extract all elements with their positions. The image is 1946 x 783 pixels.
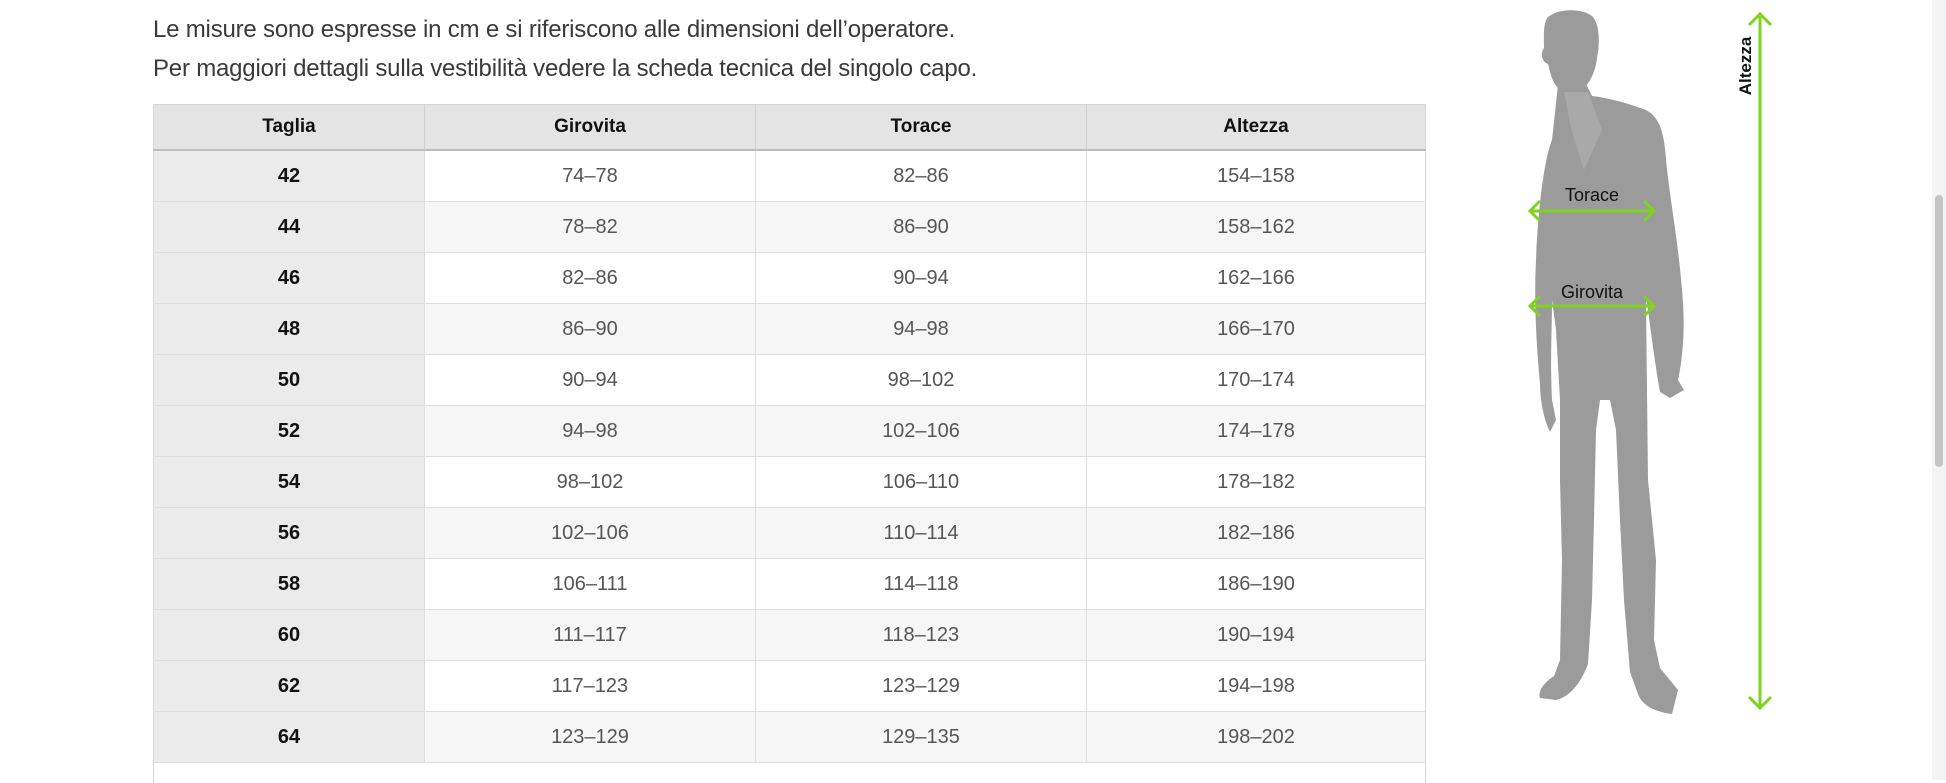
cell-size: 64	[154, 712, 425, 763]
cell-size: 52	[154, 406, 425, 457]
size-table-body	[154, 150, 1426, 763]
cell-torace: 110–114	[756, 508, 1087, 559]
cell-altezza: 158–162	[1087, 202, 1426, 253]
cell-size: 44	[154, 202, 425, 253]
cell-girovita: 82–86	[425, 253, 756, 304]
cell-girovita: 94–98	[425, 406, 756, 457]
cell-size: 50	[154, 355, 425, 406]
cell-torace: 123–129	[756, 661, 1087, 712]
cell-altezza: 186–190	[1087, 559, 1426, 610]
cell-girovita: 106–111	[425, 559, 756, 610]
cell-altezza: 194–198	[1087, 661, 1426, 712]
table-row	[154, 559, 1426, 610]
header-torace: Torace	[756, 105, 1087, 151]
cell-altezza: 198–202	[1087, 712, 1426, 763]
table-row	[154, 304, 1426, 355]
cell-size: 46	[154, 253, 425, 304]
cell-altezza: 154–158	[1087, 150, 1426, 202]
cell-girovita: 102–106	[425, 508, 756, 559]
cell-girovita: 98–102	[425, 457, 756, 508]
intro-text	[153, 10, 977, 88]
size-table-header-row	[154, 105, 1426, 151]
table-row	[154, 610, 1426, 661]
cell-size: 62	[154, 661, 425, 712]
cell-girovita: 111–117	[425, 610, 756, 661]
header-taglia: Taglia	[154, 105, 425, 151]
cell-torace: 129–135	[756, 712, 1087, 763]
cell-altezza: 166–170	[1087, 304, 1426, 355]
silhouette	[1535, 10, 1684, 714]
table-row	[154, 406, 1426, 457]
intro-line-details: Per maggiori dettagli sulla vestibilità vedere la scheda tecnica del singolo capo.	[153, 55, 978, 82]
table-row	[154, 150, 1426, 202]
chest-label: Torace	[1564, 185, 1620, 205]
cell-torace: 86–90	[756, 202, 1087, 253]
height-label: Altezza	[1736, 36, 1755, 96]
cell-altezza: 162–166	[1087, 253, 1426, 304]
cell-altezza: 170–174	[1087, 355, 1426, 406]
cell-torace: 114–118	[756, 559, 1087, 610]
table-row	[154, 202, 1426, 253]
header-girovita: Girovita	[425, 105, 756, 151]
cell-girovita: 90–94	[425, 355, 756, 406]
cell-girovita: 74–78	[425, 150, 756, 202]
page-scrollbar-thumb[interactable]	[1935, 195, 1943, 467]
cell-altezza: 182–186	[1087, 508, 1426, 559]
cell-girovita: 78–82	[425, 202, 756, 253]
cell-size: 60	[154, 610, 425, 661]
height-arrow	[1749, 14, 1771, 708]
body-measure-figure	[1460, 0, 1780, 720]
cell-torace: 118–123	[756, 610, 1087, 661]
table-row	[154, 457, 1426, 508]
cell-altezza: 178–182	[1087, 457, 1426, 508]
waist-label: Girovita	[1560, 282, 1624, 302]
table-row	[154, 712, 1426, 763]
cell-size: 48	[154, 304, 425, 355]
cell-girovita: 86–90	[425, 304, 756, 355]
cell-girovita: 123–129	[425, 712, 756, 763]
cell-girovita: 117–123	[425, 661, 756, 712]
size-table	[153, 104, 1426, 763]
cell-altezza: 190–194	[1087, 610, 1426, 661]
cell-torace: 102–106	[756, 406, 1087, 457]
cell-size: 54	[154, 457, 425, 508]
intro-line-units: Le misure sono espresse in cm e si riferiscono alle dimensioni dell’operatore.	[153, 16, 956, 43]
cell-size: 42	[154, 150, 425, 202]
table-continuation	[153, 763, 1426, 783]
person-silhouette-icon	[1460, 0, 1780, 720]
table-row	[154, 661, 1426, 712]
cell-size: 58	[154, 559, 425, 610]
table-row	[154, 355, 1426, 406]
cell-torace: 90–94	[756, 253, 1087, 304]
cell-torace: 106–110	[756, 457, 1087, 508]
cell-size: 56	[154, 508, 425, 559]
cell-torace: 94–98	[756, 304, 1087, 355]
cell-torace: 82–86	[756, 150, 1087, 202]
cell-altezza: 174–178	[1087, 406, 1426, 457]
cell-torace: 98–102	[756, 355, 1087, 406]
table-row	[154, 508, 1426, 559]
header-altezza: Altezza	[1087, 105, 1426, 151]
table-row	[154, 253, 1426, 304]
